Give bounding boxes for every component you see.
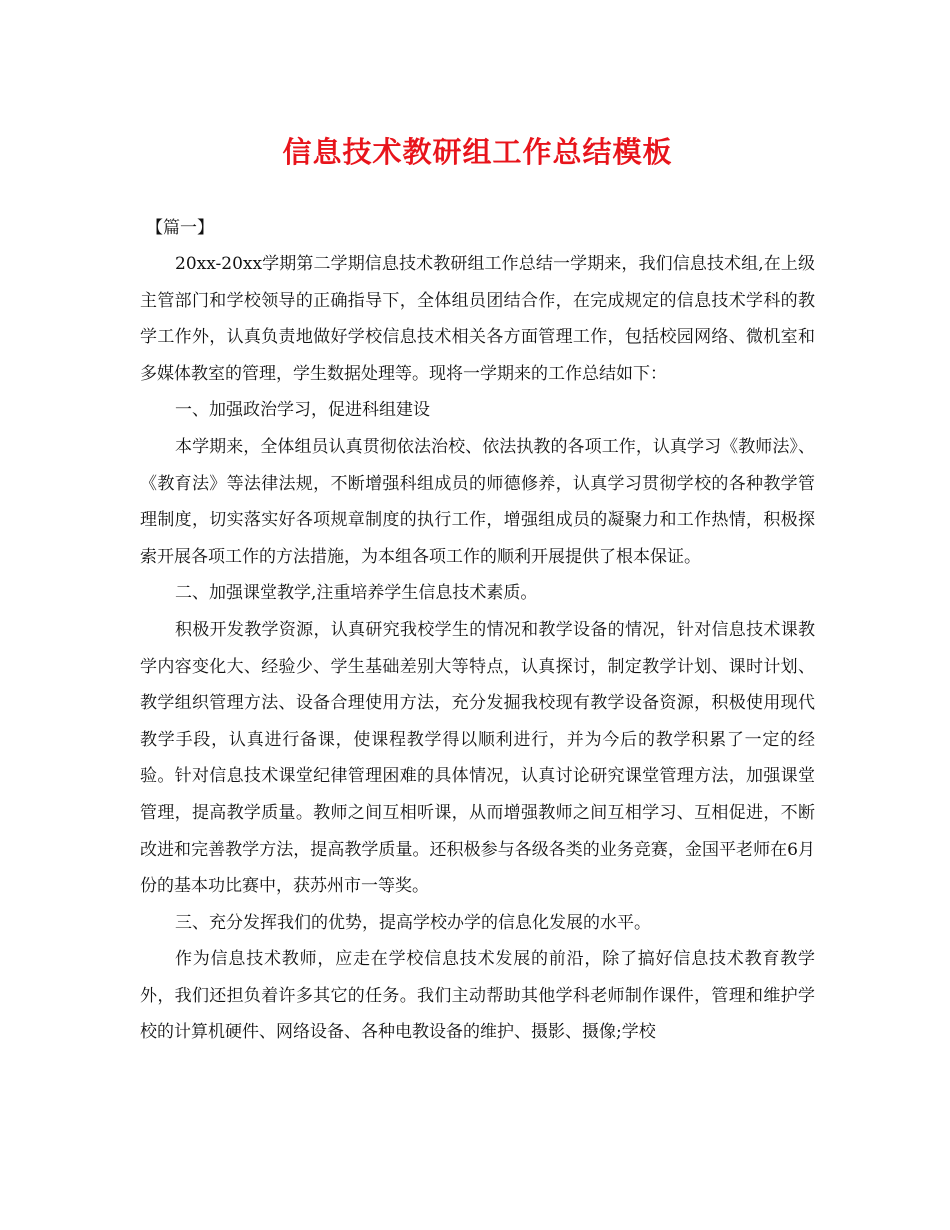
section-tag: 【篇一】 [146,218,214,238]
paragraph-three: 作为信息技术教师，应走在学校信息技术发展的前沿，除了搞好信息技术教育教学外，我们还担负着许多其它的任务。我们主动帮助其他学科老师制作课件，管理和维护学校的计算机硬件、网络设备、各种电教设备的维护、摄影、摄像;学校 [140,949,815,1043]
paragraph-two: 积极开发教学资源，认真研究我校学生的情况和教学设备的情况，针对信息技术课教学内容变化大、经验少、学生基础差别大等特点，认真探讨，制定教学计划、课时计划、教学组织管理方法、设备合理使用方法，充分发掘我校现有教学设备资源，积极使用现代教学手段，认真进行备课，使课程教学得以顺利进行，并为今后的教学积累了一定的经验。针对信息技术课堂纪律管理困难的具体情况，认真讨论研究课堂管理方法，加强课堂管理，提高教学质量。教师之间互相听课，从而增强教师之间互相学习、互相促进，不断改进和完善教学方法，提高教学质量。还积极参与各级各类的业务竞赛，金国平老师在6月份的基本功比赛中，获苏州市一等奖。 [140,619,815,897]
heading-two: 二、加强课堂教学,注重培养学生信息技术素质。 [175,583,538,604]
document-page [140,130,815,1051]
paragraph-one: 本学期来，全体组员认真贯彻依法治校、依法执教的各项工作，认真学习《教师法》、《教育法》等法律法规，不断增强科组成员的师德修养，认真学习贯彻学校的各种教学管理制度，切实落实好各项规章制度的执行工作，增强组成员的凝聚力和工作热情，积极探索开展各项工作的方法措施，为本组各项工作的顺利开展提供了根本保证。 [140,436,815,567]
document-title: 信息技术教研组工作总结模板 [282,135,673,169]
heading-one: 一、加强政治学习，促进科组建设 [175,400,430,421]
paragraph-intro: 20xx-20xx学期第二学期信息技术教研组工作总结一学期来，我们信息技术组,在上级主管部门和学校领导的正确指导下，全体组员团结合作，在完成规定的信息技术学科的教学工作外，认真负责地做好学校信息技术相关各方面管理工作，包括校园网络、微机室和多媒体教室的管理，学生数据处理等。现将一学期来的工作总结如下： [140,254,815,384]
heading-three: 三、充分发挥我们的优势，提高学校办学的信息化发展的水平。 [175,912,651,933]
